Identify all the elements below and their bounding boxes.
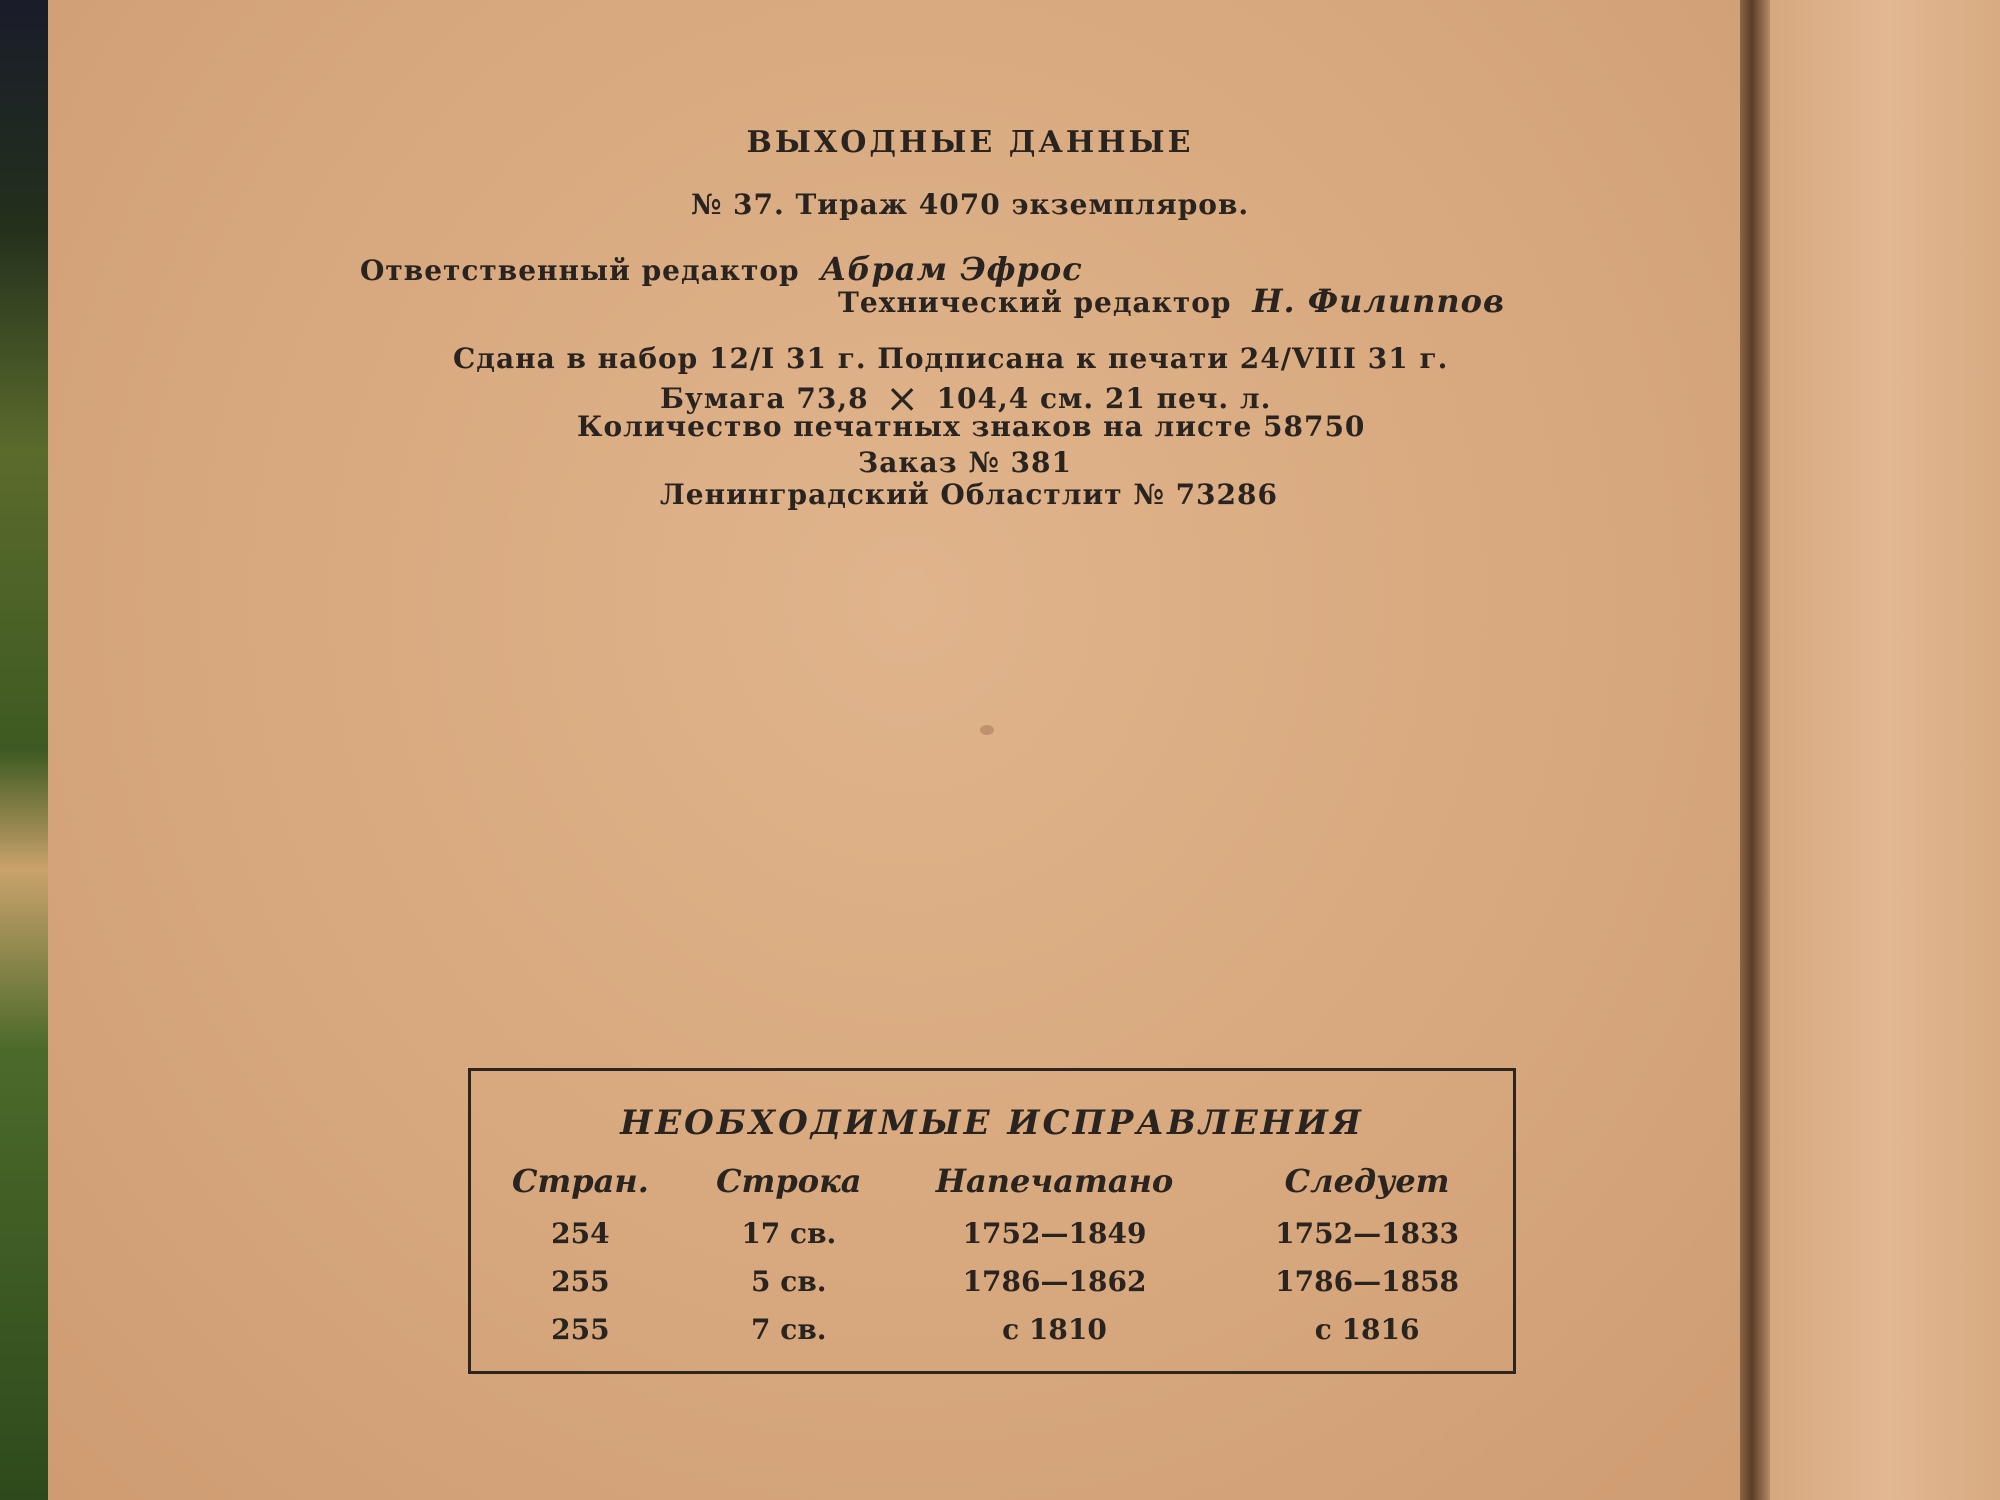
cell-line: 7 св. — [751, 1312, 827, 1346]
cell-page: 255 — [551, 1264, 610, 1298]
header-line: Строка — [716, 1162, 862, 1200]
times-sign: × — [885, 376, 920, 422]
paper-format-after: 104,4 см. 21 печ. л. — [936, 382, 1272, 415]
header-printed: Напечатано — [935, 1162, 1174, 1200]
corrections-header-row — [471, 1161, 1513, 1209]
cell-should-be: 1786—1858 — [1275, 1264, 1460, 1298]
imprint-heading: ВЫХОДНЫЕ ДАННЫЕ — [746, 125, 1194, 160]
print-run-line: № 37. Тираж 4070 экземпляров. — [690, 188, 1250, 221]
corrections-title: НЕОБХОДИМЫЕ ИСПРАВЛЕНИЯ — [620, 1103, 1364, 1143]
header-page: Стран. — [511, 1162, 649, 1200]
header-should-be: Следует — [1284, 1162, 1450, 1200]
cell-line: 17 св. — [741, 1216, 837, 1250]
cell-printed: 1752—1849 — [962, 1216, 1147, 1250]
table-row — [471, 1209, 1513, 1257]
cell-printed: 1786—1862 — [962, 1264, 1147, 1298]
technical-editor-line — [838, 282, 1505, 320]
responsible-editor-label: Ответственный редактор — [360, 254, 800, 287]
cell-page: 254 — [551, 1216, 610, 1250]
paper-speck — [980, 725, 994, 735]
adjacent-page — [1770, 0, 2000, 1500]
cell-line: 5 св. — [751, 1264, 827, 1298]
technical-editor-label: Технический редактор — [838, 286, 1232, 319]
paper-format-before: Бумага 73,8 — [660, 382, 869, 415]
cell-page: 255 — [551, 1312, 610, 1346]
table-row — [471, 1305, 1513, 1353]
cell-should-be: с 1816 — [1314, 1312, 1420, 1346]
responsible-editor-name: Абрам Эфрос — [820, 250, 1083, 288]
technical-editor-name: Н. Филиппов — [1252, 282, 1505, 320]
cell-printed: с 1810 — [1002, 1312, 1107, 1346]
cell-should-be: 1752—1833 — [1275, 1216, 1460, 1250]
order-number-line: Заказ № 381 — [858, 446, 1072, 479]
corrections-table — [471, 1161, 1513, 1353]
sent-to-print-line: Сдана в набор 12/I 31 г. Подписана к печати 24/VIII 31 г. — [453, 342, 1449, 375]
char-count-line: Количество печатных знаков на листе 58750 — [577, 410, 1366, 443]
corrections-box — [468, 1068, 1516, 1374]
table-row — [471, 1257, 1513, 1305]
page-edge — [1740, 0, 1770, 1500]
oblastlit-line: Ленинградский Областлит № 73286 — [660, 478, 1278, 511]
